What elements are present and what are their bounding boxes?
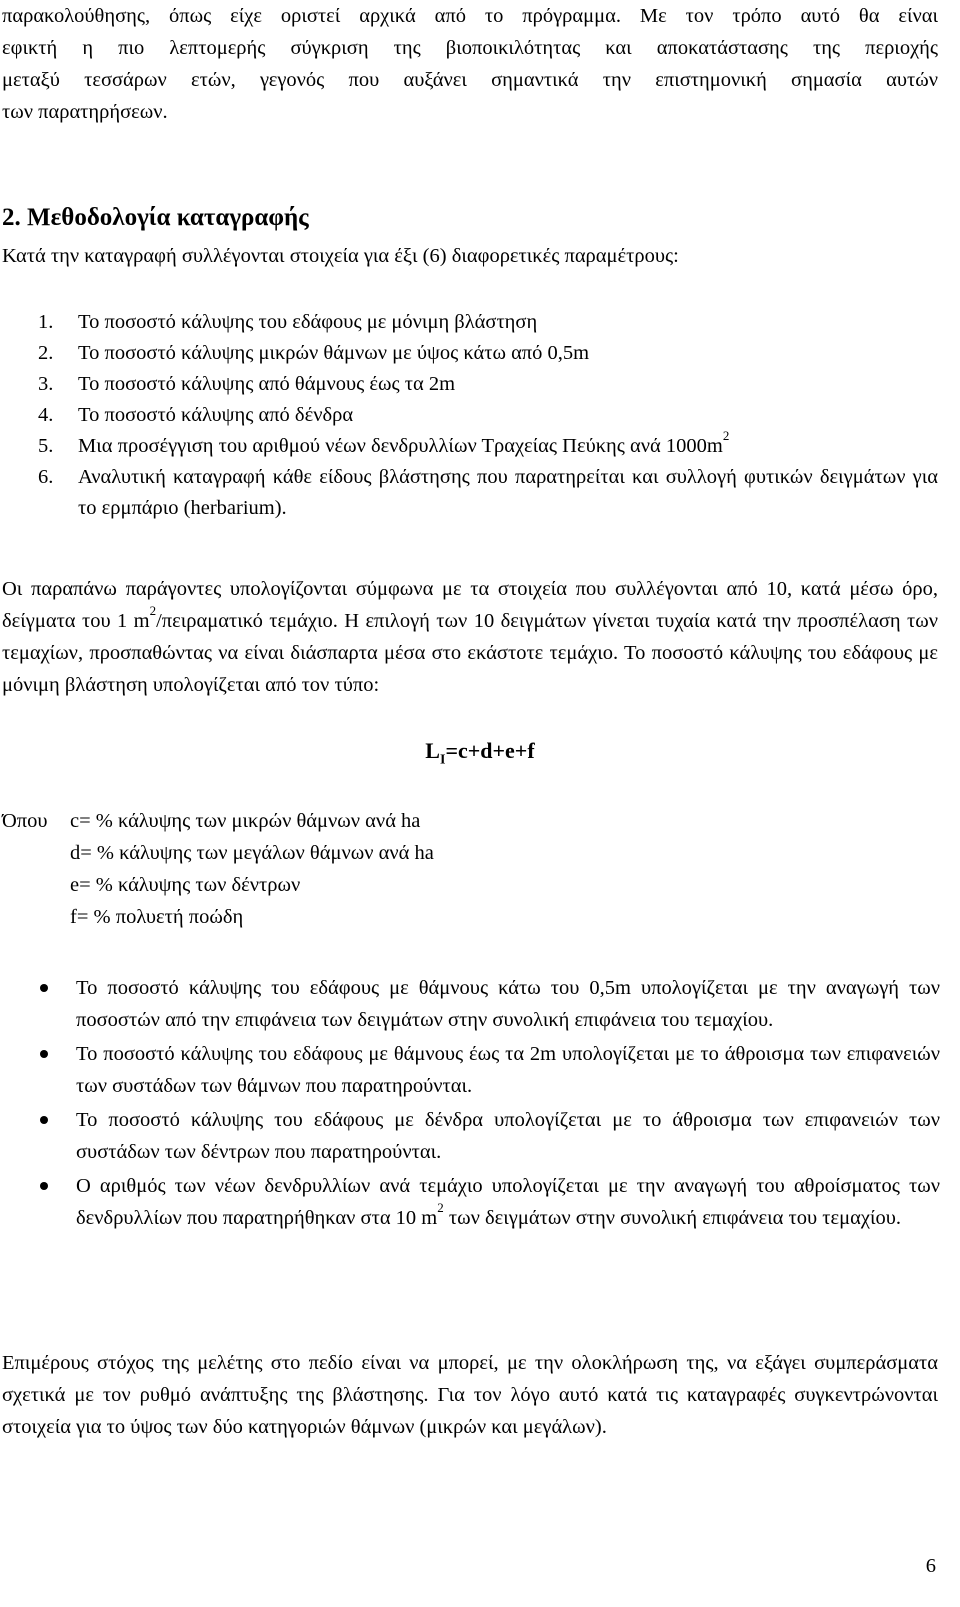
definition-row: [2, 805, 434, 837]
list-item: [38, 428, 938, 462]
parameters-list: [38, 307, 938, 524]
superscript: 2: [722, 428, 730, 444]
list-number: 6.: [38, 466, 54, 488]
definitions-prefix: Όπου: [2, 810, 48, 832]
bullet-icon: [40, 1182, 48, 1190]
definition-e: e= % κάλυψης των δέντρων: [70, 874, 301, 896]
superscript: 2: [149, 603, 157, 619]
definition-f: f= % πολυετή ποώδη: [70, 906, 244, 928]
bullet-item: [38, 972, 940, 1036]
list-text: Το ποσοστό κάλυψης από θάμνους έως τα 2m: [78, 373, 456, 395]
bullet-item: [38, 1104, 940, 1168]
intro-paragraph: [2, 0, 938, 128]
list-number: 4.: [38, 404, 54, 426]
intro-line: εφικτή η πιο λεπτομερής σύγκριση της βιοποικιλότητας και αποκατάστασης της περιοχής: [2, 37, 938, 59]
list-item: [38, 369, 938, 400]
closing-paragraph: Επιμέρους στόχος της μελέτης στο πεδίο είναι να μπορεί, με την ολοκλήρωση της, να εξάγει συμπεράσματα σχετικά με τον ρυθμό ανάπτυξης της βλάστησης. Για τον λόγο αυτό κατά τις καταγραφές συγκεντρώνονται στοιχεία για το ύψος των δύο κατηγοριών θάμνων (μικρών και μεγάλων).: [2, 1352, 938, 1438]
superscript: 2: [437, 1200, 444, 1216]
list-item: [38, 462, 938, 524]
bullet-text: Ο αριθμός των νέων δενδρυλλίων ανά τεμάχιο υπολογίζεται με την αναγωγή του αθροίσματος των δενδρυλλίων που παρατηρήθηκαν στα 10 m: [76, 1175, 940, 1229]
method-text: Οι παραπάνω παράγοντες υπολογίζονται σύμφωνα με τα στοιχεία που συλλέγονται από 10, κατά μέσω όρο, δείγματα του 1 m: [2, 578, 938, 632]
bullet-text: Το ποσοστό κάλυψης του εδάφους με θάμνους κάτω του 0,5m υπολογίζεται με την αναγωγή των ποσοστών από την επιφάνεια των δειγμάτων στην συνολική επιφάνεια του τεμαχίου.: [76, 977, 940, 1031]
formula-subscript: I: [439, 752, 446, 768]
section-lead: Κατά την καταγραφή συλλέγονται στοιχεία για έξι (6) διαφορετικές παραμέτρους:: [2, 245, 679, 267]
list-number: 5.: [38, 435, 54, 457]
list-item: [38, 400, 938, 431]
list-text: Το ποσοστό κάλυψης του εδάφους με μόνιμη βλάστηση: [78, 311, 538, 333]
list-item: [38, 307, 938, 338]
list-number: 1.: [38, 311, 54, 333]
bullet-item: [38, 1038, 940, 1102]
definition-c: c= % κάλυψης των μικρών θάμνων ανά ha: [70, 810, 421, 832]
definition-d: d= % κάλυψης των μεγάλων θάμνων ανά ha: [70, 842, 434, 864]
formula: [0, 738, 960, 768]
list-item: [38, 338, 938, 369]
bullet-icon: [40, 1050, 48, 1058]
intro-line: μεταξύ τεσσάρων ετών, γεγονός που αυξάνει σημαντικά την επιστημονική σημασία αυτών: [2, 69, 938, 91]
bullet-text: των δειγμάτων στην συνολική επιφάνεια του τεμαχίου.: [443, 1207, 902, 1229]
list-text: Αναλυτική καταγραφή κάθε είδους βλάστησης που παρατηρείται και συλλογή φυτικών δειγμάτων για το ερμπάριο (herbarium).: [78, 466, 938, 519]
section-heading: 2. Μεθοδολογία καταγραφής: [2, 204, 309, 231]
method-paragraph: [2, 573, 938, 701]
bullet-text: Το ποσοστό κάλυψης του εδάφους με θάμνους έως τα 2m υπολογίζεται με το άθροισμα των επιφανειών των συστάδων των θάμνων που παρατηρούνται.: [76, 1043, 940, 1097]
list-text: Μια προσέγγιση του αριθμού νέων δενδρυλλίων Τραχείας Πεύκης ανά 1000m: [78, 435, 723, 457]
intro-line: των παρατηρήσεων.: [2, 101, 168, 123]
bullet-icon: [40, 1116, 48, 1124]
list-text: Το ποσοστό κάλυψης από δένδρα: [78, 404, 354, 426]
list-number: 3.: [38, 373, 54, 395]
bullet-text: Το ποσοστό κάλυψης του εδάφους με δένδρα υπολογίζεται με το άθροισμα των επιφανειών των συστάδων των δέντρων που παρατηρούνται.: [76, 1109, 940, 1163]
bullet-list: [38, 972, 940, 1236]
bullet-item: [38, 1170, 940, 1234]
list-number: 2.: [38, 342, 54, 364]
page-number: 6: [925, 1555, 936, 1577]
definitions: [2, 805, 434, 933]
bullet-icon: [40, 984, 48, 992]
list-text: Το ποσοστό κάλυψης μικρών θάμνων με ύψος κάτω από 0,5m: [78, 342, 590, 364]
formula-rhs: =c+d+e+f: [445, 738, 535, 763]
method-text: /πειραματικό τεμάχιο. Η επιλογή των 10 δειγμάτων γίνεται τυχαία κατά την προσπέλαση των τεμαχίων, προσπαθώντας να είναι διάσπαρτα μέσα στο εκάστοτε τεμάχιο. Το ποσοστό κάλυψης του εδάφους με μόνιμη βλάστηση υπολογίζεται από τον τύπο:: [2, 610, 938, 696]
formula-lhs: L: [425, 738, 440, 763]
intro-line: παρακολούθησης, όπως είχε οριστεί αρχικά από το πρόγραμμα. Με τον τρόπο αυτό θα είναι: [2, 5, 938, 27]
